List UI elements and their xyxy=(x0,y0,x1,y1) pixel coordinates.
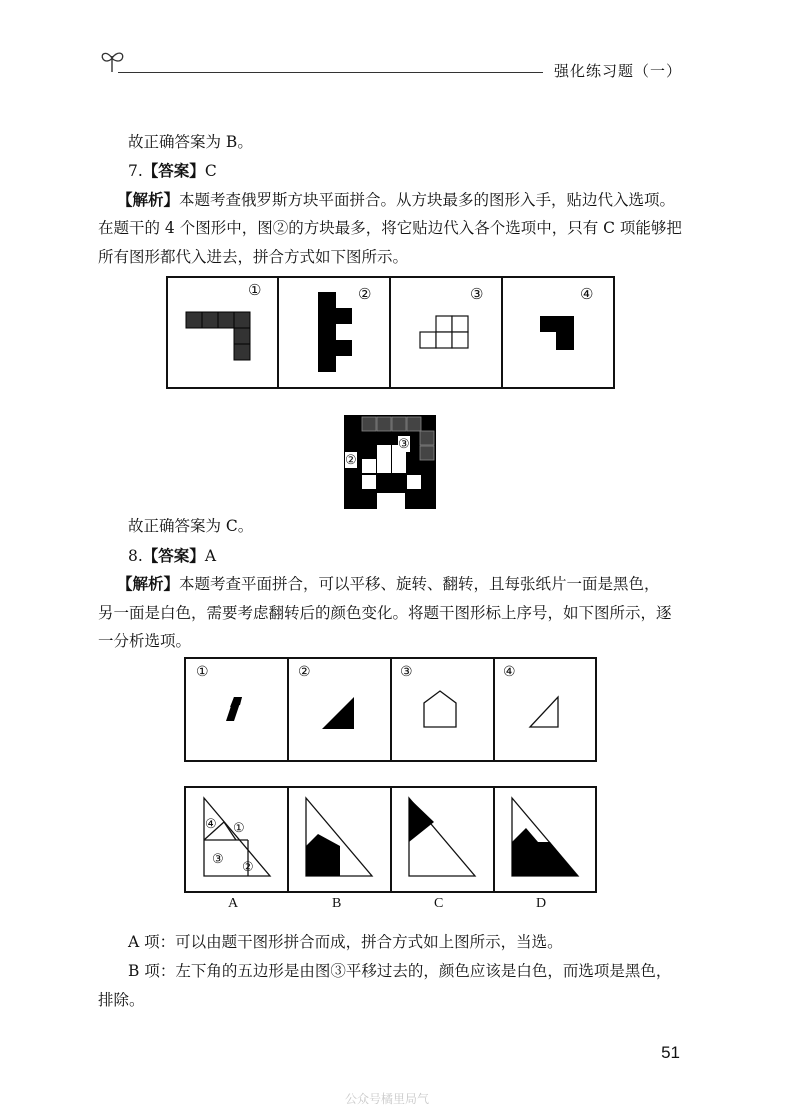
option-d-shape xyxy=(512,798,578,876)
q8-analysis-line-1 xyxy=(117,570,697,599)
q7-piece-1 xyxy=(186,312,250,360)
q7-piece-4 xyxy=(540,316,574,350)
watermark: 公众号橘里局气 xyxy=(345,1092,430,1106)
q8-analysis-tag: 【解析】 xyxy=(117,575,180,593)
q7-answer-line xyxy=(128,157,688,186)
option-letter-c: C xyxy=(434,896,444,911)
q7-solution-label-3: ③ xyxy=(398,436,410,451)
q7-solution-figure xyxy=(344,415,436,509)
q7-analysis-text-1: 本题考查俄罗斯方块平面拼合。从方块最多的图形入手，贴边代入选项。 xyxy=(179,191,676,209)
option-c-shape xyxy=(409,798,475,876)
q8-options-figure xyxy=(184,786,598,894)
q8-analysis-text-1: 本题考查平面拼合，可以平移、旋转、翻转，且每张纸片一面是黑色， xyxy=(179,575,660,593)
q8-item-a: A 项：可以由题干图形拼合而成，拼合方式如上图所示，当选。 xyxy=(128,933,563,951)
page-header-title: 强化练习题（一） xyxy=(553,62,682,80)
q7-panel-label-2: ② xyxy=(358,287,372,303)
q7-analysis-line-3: 所有图形都代入进去，拼合方式如下图所示。 xyxy=(98,248,409,266)
option-letter-b: B xyxy=(332,896,342,911)
option-a-label-3: ③ xyxy=(212,851,224,866)
option-a-label-2: ② xyxy=(242,859,254,874)
q8-piece-2 xyxy=(322,697,354,729)
q7-solution-label-2: ② xyxy=(345,452,357,467)
q8-analysis-line-3: 一分析选项。 xyxy=(98,632,192,650)
q7-analysis-line-1 xyxy=(117,186,697,215)
q8-panel-label-2: ② xyxy=(298,665,311,680)
q8-item-b-line-1: B 项：左下角的五边形是由图③平移过去的，颜色应该是白色，而选项是黑色， xyxy=(128,962,672,980)
q7-number: 7. xyxy=(128,162,143,180)
header-rule xyxy=(118,72,543,73)
q7-conclusion: 故正确答案为 C。 xyxy=(128,517,254,535)
q7-analysis-tag: 【解析】 xyxy=(117,191,180,209)
option-letter-d: D xyxy=(536,896,547,911)
q7-panel-label-1: ① xyxy=(248,283,262,299)
q8-answer-line xyxy=(128,542,688,571)
option-a-label-1: ① xyxy=(233,820,245,835)
prev-conclusion: 故正确答案为 B。 xyxy=(128,133,253,151)
option-a-label-4: ④ xyxy=(205,816,217,831)
q7-answer-tag: 【答案】 xyxy=(142,162,205,180)
q8-question-figure xyxy=(184,657,598,763)
q7-piece-3 xyxy=(420,316,468,348)
q7-question-figure xyxy=(166,276,616,390)
q7-panel-label-3: ③ xyxy=(470,287,484,303)
q8-item-b-line-2: 排除。 xyxy=(98,991,145,1009)
q8-number: 8. xyxy=(128,547,143,565)
page-number: 51 xyxy=(661,1043,680,1062)
q8-answer: A xyxy=(204,547,217,565)
option-letter-a: A xyxy=(228,896,239,911)
q8-panel-label-1: ① xyxy=(196,665,209,680)
q8-analysis-line-2: 另一面是白色，需要考虑翻转后的颜色变化。将题干图形标上序号，如下图所示，逐 xyxy=(98,604,672,622)
q8-answer-tag: 【答案】 xyxy=(142,547,205,565)
q7-panel-label-4: ④ xyxy=(580,287,594,303)
q7-analysis-line-2: 在题干的 4 个图形中，图②的方块最多，将它贴边代入各个选项中，只有 C 项能够把 xyxy=(98,219,682,237)
q8-piece-3 xyxy=(424,691,456,727)
sprout-icon xyxy=(100,46,126,74)
q8-piece-4 xyxy=(530,697,558,727)
q7-answer: C xyxy=(204,162,217,180)
q8-panel-label-3: ③ xyxy=(400,665,413,680)
q7-piece-2 xyxy=(318,292,352,372)
option-b-shape xyxy=(306,798,372,876)
q8-panel-label-4: ④ xyxy=(503,665,516,680)
